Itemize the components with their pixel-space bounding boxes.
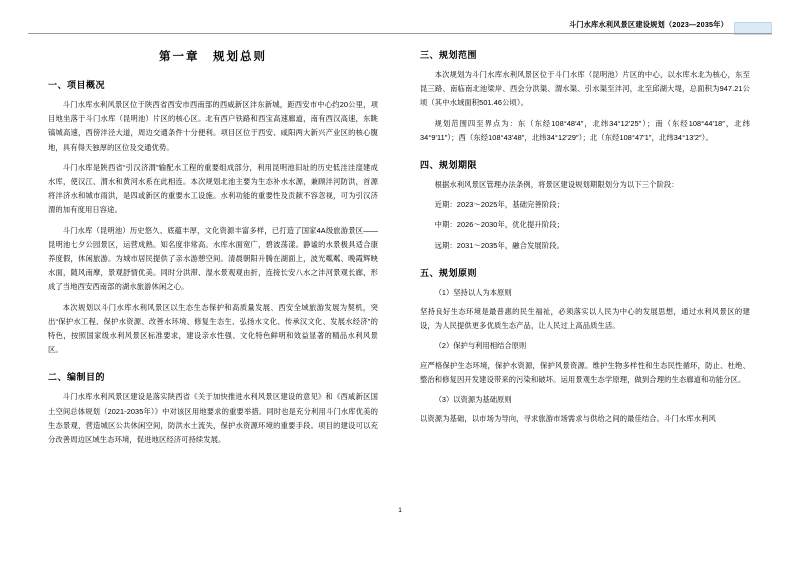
subsection-title: （3）以资源为基础原则 <box>434 395 512 405</box>
section-heading-period: 四、规划期限 <box>420 160 478 171</box>
header-title: 斗门水库水利风景区建设规划（2023—2035年） <box>568 20 728 29</box>
paragraph: 以资源为基础，以市场为导向，寻求旅游市场需求与供给之间的最佳结合。斗门水库水利风 <box>420 414 716 424</box>
list-item: 远期：2031～2035年，融合发展阶段。 <box>434 240 565 250</box>
section-heading-project-overview: 一、项目概况 <box>48 80 106 90</box>
paragraph: 斗门水库是陕西省“引汉济渭”输配水工程的重要组成部分，利用昆明池旧址的历史低洼洼窪建成水库，使汉江、渭水和黄河水系在此相连。本次规划北池主要为生态补水水源，兼顾沣河防洪，首源将沣济水和城市雨洪，是四或新区的重要水工设施。水利功能的重要性及贡献不容忽视，可为引汉济渭的加有度用日容途。 <box>48 162 378 215</box>
chapter-title: 第一章 规划总则 <box>159 51 267 63</box>
header-divider <box>28 33 772 34</box>
paragraph: 应严格保护生态环境，保护水资源，保护风景资源。维护生物多样性和生态民性循环，防止、杜绝、整治和修复因开发建设带来的污染和破坏。运用景观生态学原理，做到合理的生态廊道和功能分区。 <box>420 360 750 384</box>
paragraph: 斗门水库水利风景区建设是落实陕西省《关于加快推进水利风景区建设的意见》和《西咸新区国土空间总体规划（2021-2035年）》中对该区用地要求的重要举措。同时也是充分利用斗门水库优美的生态景观，营造城区公共休闲空间，防洪水土流失，保护水资源环境的重要手段。项目的建设可以充分改善周边区域生态环境，促进地区经济可持续发展。 <box>48 392 378 445</box>
paragraph: 本次规划以斗门水库水利风景区以生态生态保护和高质量发展、西安全域旅游发展为契机，突出“保护水工程、保护水资源、改善水环境、修复生态生、弘扬水文化、传承汉文化、发展水经济”的特色，按照国家级水利风景区标准要求，建设亲水性强、文化特色鲜明和效益显著的精品水利风景区。 <box>48 302 378 355</box>
paragraph: 坚持良好生态环境是最普惠的民生福祉，必须落实以人民为中心的发展思想，通过水利风景区的建设，为人民提供更多优质生态产品，让人民过上高品质生活。 <box>420 307 750 331</box>
page-number: 1 <box>398 507 402 514</box>
paragraph: 规划范围四至界点为：东（东经108°48′4″，北纬34°12′25″）；南（东经108°44′18″，北纬34°9′11″）；西（东经108°43′48″，北纬34°12′29″）；北（东经108°47′1″，北纬34°13′2″）。 <box>420 118 750 142</box>
list-item: 中期：2026～2030年，优化提升阶段； <box>434 220 565 230</box>
paragraph: 本次规划为斗门水库水利风景区位于斗门水库（昆明池）片区的中心，以水库水北为核心，东至昆三路、南临南北池梁岸、西会分洪渠、渭水渠、引水渠至沣河，北至邱湖大堤，总面积为947.21公顷（其中水域面积501.46公顷）。 <box>420 70 750 108</box>
subsection-title: （1）坚持以人为本原则 <box>434 287 512 297</box>
section-heading-principles: 五、规划原则 <box>420 267 478 278</box>
list-item: 近期：2023～2025年，基础完善阶段； <box>434 200 565 210</box>
right-column <box>420 44 750 432</box>
paragraph: 根据水利风景区管理办法条例，将景区建设规划期限划分为以下三个阶段： <box>434 180 679 190</box>
subsection-title: （2）保护与利用相结合原则 <box>434 341 527 351</box>
page-header <box>0 0 800 34</box>
paragraph: 斗门水库（昆明池）历史悠久、底蕴丰厚，文化资源丰富多样，已打造了国家4A级旅游景区——昆明池七夕公园景区，运营成熟。知名度非常高。水库水面宽广，碧波荡漾。静谧的水景极具适合康养度假，休闲旅游。为城市居民提供了亲水游憩空间。清晨朝阳升腾在湖面上，波光粼粼、晚霞辉映水面，随风南摩，景观舒情优美。同时分洪滞、湿水景观观由折，连接长安八水之沣河景观长廊，形成了当地西安西南部的湖水旅游休闲之心。 <box>48 225 378 292</box>
section-heading-scope: 三、规划范围 <box>420 50 478 60</box>
section-heading-purpose: 二、编制目的 <box>48 372 106 383</box>
left-column <box>48 44 378 453</box>
paragraph: 斗门水库水利风景区位于陕西省西安市西南部的西咸新区沣东新城，距西安市中心约20公里，项目地坐落于斗门水库（昆明池）片区的核心区。北有西户铁路和西宝高速廊道，南有西汉高速，东眺镐城高速，西傍沣泾大道，周边交通条件十分便利。项目区位于西安、咸阳两大新兴产业区的核心腹地，具有得天独厚的区位及交通优势。 <box>48 100 378 152</box>
